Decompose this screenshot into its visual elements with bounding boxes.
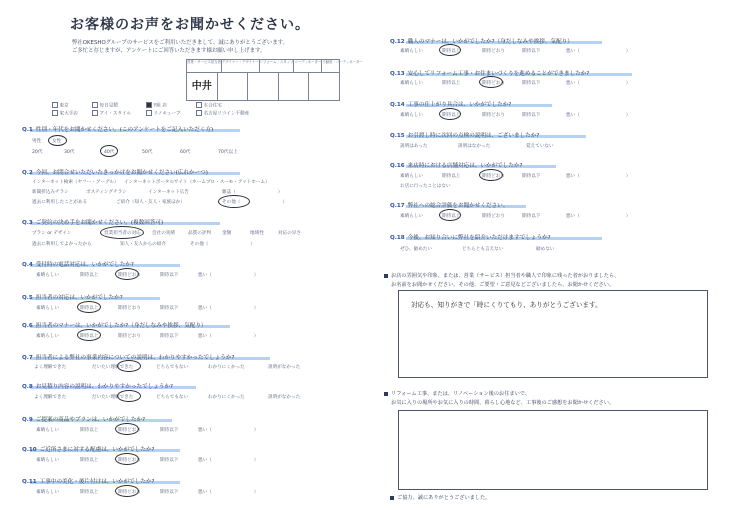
intro-line-2: ご多忙と存じますが、アンケートにご回答いただきます様お願い申し上げます。 — [72, 48, 266, 54]
q10-opt-0[interactable]: 素晴らしい — [36, 458, 59, 463]
q10-opt-1[interactable]: 期待以上 — [80, 458, 99, 463]
brand-checkbox[interactable] — [196, 102, 202, 108]
brand-option-5[interactable]: アイ・スタイル — [92, 110, 131, 116]
q7-circle — [117, 360, 141, 372]
stamp-reform-name[interactable] — [248, 73, 279, 100]
q8-opt-2[interactable]: どちらでもない — [156, 395, 189, 400]
q15-opt-1[interactable]: 説明はなかった — [458, 144, 491, 149]
q9-opt-3[interactable]: 期待以下 — [160, 428, 179, 433]
q1-age-20[interactable]: 20代 — [32, 150, 43, 155]
q1-age-70[interactable]: 70代以上 — [218, 150, 238, 155]
q1-age-40[interactable]: 40代 — [104, 150, 115, 155]
q14-opt-1[interactable]: 期待以上 — [442, 113, 461, 118]
q6-question: Q.6 担当者のマナーは、いかがでしたか?（身だしなみや挨拶、気配り） — [22, 323, 207, 329]
q7-opt-3[interactable]: わかりにくかった — [208, 365, 245, 370]
q7-opt-1[interactable]: だいたい理解できた — [92, 365, 134, 370]
q16-opt-never[interactable]: お店に行ったことはない — [400, 184, 451, 189]
q3-opt-other[interactable]: その他（ ） — [190, 242, 255, 247]
q2-question: Q.2 今回、お問合せいただいたきっかけをお聞かせください(広れかーつ) — [22, 170, 208, 176]
brand-option-7[interactable]: 名古屋リコイン不動産 — [196, 110, 249, 116]
q16-circle — [479, 169, 503, 181]
comment1-handwriting: 対応も、知りがきで「時にくりてもり、ありがとうございます。 — [411, 301, 602, 309]
q16-opt-3[interactable]: 期待以下 — [522, 174, 541, 179]
q1-age-circle — [100, 145, 118, 157]
stamp-realestate-name[interactable] — [309, 73, 339, 100]
q6-opt-4[interactable]: 悪い（ ） — [198, 334, 259, 339]
q12-question: Q.12 職人のマナーは、いかがでしたか?（身だしなみや挨拶、気配り） — [390, 39, 573, 45]
stamp-coordinator-name[interactable] — [279, 73, 310, 100]
brand-checkbox-checked[interactable] — [146, 102, 152, 108]
q9-circle — [115, 423, 139, 435]
q15-opt-2[interactable]: 覚えていない — [526, 144, 554, 149]
brand-option-0[interactable]: 東京 — [52, 102, 69, 108]
q9-question: Q.9 ご提案の商品やプランは、いかがでしたか? — [22, 417, 146, 423]
q3-opt-friend[interactable]: 知人・友人からの紹介 — [120, 242, 166, 247]
q13-opt-2[interactable]: 期待どおり — [482, 81, 505, 86]
q3-opt-past[interactable]: 過去に利用してよかったから — [32, 242, 92, 247]
q4-opt-3[interactable]: 期待以下 — [160, 273, 179, 278]
q9-opt-2[interactable]: 期待どおり — [118, 428, 141, 433]
q13-opt-3[interactable]: 期待以下 — [522, 81, 541, 86]
staff-stamp-table — [186, 59, 363, 101]
q9-opt-4[interactable]: 悪い（ ） — [198, 428, 259, 433]
q1-age-50[interactable]: 50代 — [142, 150, 153, 155]
q14-question: Q.14 工事の仕上がり具合は、いかがでしたか? — [390, 102, 512, 108]
q16-opt-4[interactable]: 悪い（ ） — [566, 174, 631, 179]
comment2-box[interactable] — [398, 410, 708, 490]
q1-male[interactable]: 男性 — [32, 139, 42, 144]
brand-option-3[interactable]: 水合住宅 — [196, 102, 222, 108]
q8-opt-1[interactable]: だいたい理解できた — [92, 395, 134, 400]
q15-question: Q.15 お引渡し時に次回の点検の説明は、ございましたか? — [390, 133, 540, 139]
q18-question: Q.18 今後、お知り合いに弊社を紹介いただけますでしょうか? — [390, 235, 551, 241]
q7-question: Q.7 担当者による弊社の事業内容についての説明は、わかりやすかったでしょうか? — [22, 355, 235, 361]
q17-opt-4[interactable]: 悪い（ ） — [566, 214, 631, 219]
stamp-designer-name[interactable] — [218, 73, 249, 100]
q14-opt-3[interactable]: 期待以下 — [522, 113, 541, 118]
q3-opt-quality[interactable]: 品質の評判 — [188, 231, 211, 236]
q9-opt-0[interactable]: 素晴らしい — [36, 428, 59, 433]
stamp-header-realestate: 不動産・コーディネーター — [322, 60, 363, 64]
q16-opt-0[interactable]: 素晴らしい — [400, 174, 423, 179]
q3-question: Q.3 ご契約の決め手をお聞かせください。(複数回答可) — [22, 220, 164, 226]
q13-circle — [479, 76, 503, 88]
q2-opt-posting[interactable]: ポスティングチラシ — [86, 190, 127, 195]
q17-opt-2[interactable]: 期待どおり — [482, 214, 505, 219]
q4-opt-1[interactable]: 期待以上 — [80, 273, 99, 278]
brand-checkbox[interactable] — [92, 102, 98, 108]
q12-circle — [439, 44, 461, 56]
q17-question: Q.17 弊社への総合評価をお聞かせください。 — [390, 203, 509, 209]
q11-question: Q.11 工事中の美化・後片付けは、いかがでしたか? — [22, 479, 155, 485]
q4-opt-2[interactable]: 期待どおり — [118, 273, 141, 278]
q14-opt-2[interactable]: 期待どおり — [482, 113, 505, 118]
q6-opt-3[interactable]: 期待以下 — [160, 334, 179, 339]
q4-circle — [115, 268, 139, 280]
q7-opt-0[interactable]: よく理解できた — [34, 365, 67, 370]
q14-opt-0[interactable]: 素晴らしい — [400, 113, 423, 118]
brand-option-1[interactable]: 毎日見積 — [92, 102, 118, 108]
q6-opt-0[interactable]: 素晴らしい — [36, 334, 59, 339]
q12-opt-3[interactable]: 期待以下 — [522, 49, 541, 54]
q2-opt-search[interactable]: インターネット検索（ヤフー・グーグル） — [32, 180, 119, 185]
q12-opt-2[interactable]: 期待どおり — [482, 49, 505, 54]
brand-option-4[interactable]: 家大手店 — [52, 110, 78, 116]
q13-opt-1[interactable]: 期待以上 — [442, 81, 461, 86]
q18-opt-2[interactable]: 勧めない — [536, 247, 555, 252]
q5-opt-2[interactable]: 期待どおり — [118, 306, 141, 311]
q10-question: Q.10 ご近所さまに対する配慮は、いかがでしたか? — [22, 447, 155, 453]
q7-opt-4[interactable]: 説明がなかった — [268, 365, 301, 370]
staff-name: 中井 — [191, 81, 212, 92]
comment1-box[interactable] — [398, 290, 708, 378]
q5-opt-1[interactable]: 期待以上 — [80, 306, 99, 311]
stamp-header-designer: デザイナー・デザイナー — [222, 60, 260, 72]
q12-opt-1[interactable]: 期待以上 — [442, 49, 461, 54]
q17-circle — [439, 209, 461, 221]
q16-opt-1[interactable]: 期待以上 — [442, 174, 461, 179]
q2-opt-web-ad[interactable]: インターネット広告 — [148, 190, 189, 195]
q2-opt-newspaper[interactable]: 新聞折込みチラシ — [32, 190, 69, 195]
q13-opt-4[interactable]: 悪い（ ） — [566, 81, 631, 86]
stamp-header-sales: 営業・サービス担当者 — [187, 60, 222, 72]
q4-question: Q.4 受付時の電話対応は、いかがでしたか? — [22, 262, 134, 268]
q9-opt-1[interactable]: 期待以上 — [80, 428, 99, 433]
bullet-icon — [390, 496, 394, 500]
page-title: お客様のお声をお聞かせください。 — [70, 17, 310, 33]
q2-opt-other[interactable]: その他（ ） — [222, 200, 287, 205]
q6-opt-2[interactable]: 期待どおり — [118, 334, 141, 339]
q16-opt-2[interactable]: 期待どおり — [482, 174, 505, 179]
brand-checkbox[interactable] — [92, 110, 98, 116]
brand-checkbox[interactable] — [196, 110, 202, 116]
q15-opt-0[interactable]: 説明はあった — [400, 144, 428, 149]
q5-circle — [77, 301, 101, 313]
q5-opt-0[interactable]: 素晴らしい — [36, 306, 59, 311]
q8-question: Q.8 お見積り内容の説明は、わかりやすかったでしょうか? — [22, 384, 174, 390]
q3-opt-speed[interactable]: 対応の早さ — [278, 231, 301, 236]
q17-opt-3[interactable]: 期待以下 — [522, 214, 541, 219]
q2-other-circle — [218, 195, 250, 208]
q2-opt-past-use[interactable]: 過去に利用したことがある — [32, 200, 88, 205]
comment1-prompt-line-1: お店の雰囲気や印象、または、営業（サービス）担当者や職人で印象に残った者がおりましたら、 — [384, 272, 619, 279]
q18-opt-0[interactable]: ぜひ、勧めたい — [400, 247, 432, 252]
q10-opt-2[interactable]: 期待どおり — [118, 458, 141, 463]
intro-line-1: 弊社OKESHOグループのサービスをご利用いただきまして、誠にありがとうございます。 — [72, 40, 288, 46]
brand-option-2[interactable]: Y組 店 — [146, 102, 167, 108]
q3-opt-price[interactable]: 金額 — [222, 231, 232, 236]
q2-opt-magazine[interactable]: 雑誌（ ） — [222, 190, 283, 195]
q1-question: Q.1 性別・年代をお聞かせください。(このアンケートをご記入いただく方) — [22, 127, 214, 133]
q13-question: Q.13 安心してリフォーム工事・お住まいづくりを進めることができましたか? — [390, 71, 590, 77]
q10-opt-4[interactable]: 悪い（ ） — [198, 458, 259, 463]
q10-opt-3[interactable]: 期待以下 — [160, 458, 179, 463]
q5-question: Q.5 担当者の対応は、いかがでしたか? — [22, 295, 123, 301]
brand-checkbox[interactable] — [146, 110, 152, 116]
q16-question: Q.16 来店時における店舗対応は、いかがでしたか? — [390, 163, 523, 169]
bullet-icon — [384, 274, 388, 278]
q3-opt-results[interactable]: 会社の実績 — [152, 231, 175, 236]
q10-circle — [115, 453, 139, 465]
q1-female-circle — [48, 135, 67, 146]
q11-opt-1[interactable]: 期待以上 — [80, 490, 99, 495]
stamp-header-coordinator: コーディネーター — [294, 60, 322, 72]
q3-opt-sales[interactable]: 営業担当者の対応 — [104, 231, 141, 236]
q1-age-60[interactable]: 60代 — [180, 150, 191, 155]
bullet-icon — [384, 392, 388, 396]
q4-opt-0[interactable]: 素晴らしい — [36, 273, 59, 278]
q8-circle — [117, 390, 141, 402]
q12-opt-4[interactable]: 悪い（ ） — [566, 49, 631, 54]
q6-opt-1[interactable]: 期待以上 — [80, 334, 99, 339]
q1-age-30[interactable]: 30代 — [64, 150, 75, 155]
q14-circle — [439, 108, 461, 120]
q11-opt-4[interactable]: 悪い（ ） — [198, 490, 259, 495]
q12-opt-0[interactable]: 素晴らしい — [400, 49, 423, 54]
stamp-sales-name[interactable] — [187, 73, 218, 100]
q11-circle — [115, 485, 139, 497]
q11-opt-0[interactable]: 素晴らしい — [36, 490, 59, 495]
comment2-prompt-line-1: リフォーム工事、または、リノベーション後のお住まいで、 — [384, 390, 530, 397]
q11-opt-2[interactable]: 期待どおり — [118, 490, 141, 495]
q2-opt-portal[interactable]: インターネットポータルサイト（ホームプロ・スーモ・アットホーム） — [124, 180, 270, 185]
brand-checkbox[interactable] — [52, 110, 58, 116]
q4-opt-4[interactable]: 悪い（ ） — [198, 273, 259, 278]
brand-option-6[interactable]: リノキューブ — [146, 110, 180, 116]
stamp-header-reform: リフォーム・スタッフ — [260, 60, 295, 72]
comment2-prompt-line-2: お気に入りの場所やお気に入りの時間、暮らし心地など、工事後のご感想をお聞かせください。 — [391, 400, 615, 406]
q17-opt-1[interactable]: 期待以上 — [442, 214, 461, 219]
q8-opt-3[interactable]: わかりにくかった — [208, 395, 245, 400]
q8-opt-0[interactable]: よく理解できた — [34, 395, 67, 400]
q7-opt-2[interactable]: どちらでもない — [156, 365, 189, 370]
q5-opt-3[interactable]: 期待以下 — [160, 306, 179, 311]
q3-sales-circle — [100, 226, 144, 239]
q3-opt-region[interactable]: 地域性 — [250, 231, 264, 236]
q2-opt-referral[interactable]: ご紹介（知人・友人・家族ほか） — [116, 200, 185, 205]
q8-opt-4[interactable]: 説明がなかった — [268, 395, 301, 400]
q18-opt-1[interactable]: どちらとも言えない — [462, 247, 504, 252]
footer-thanks: ご協力、誠にありがとうございました。 — [390, 494, 490, 501]
q13-opt-0[interactable]: 素晴らしい — [400, 81, 423, 86]
q5-opt-4[interactable]: 悪い（ ） — [198, 306, 259, 311]
q1-female[interactable]: 女性 — [52, 139, 62, 144]
q14-opt-4[interactable]: 悪い（ ） — [566, 113, 631, 118]
brand-checkbox[interactable] — [52, 102, 58, 108]
q6-circle — [77, 329, 101, 341]
comment1-prompt-line-2: お名前をお聞かせください。その他、ご要望・ご意見などございましたら、お聞かせください。 — [391, 282, 615, 288]
q3-opt-plan[interactable]: プラン or デザイン — [32, 231, 72, 236]
q17-opt-0[interactable]: 素晴らしい — [400, 214, 423, 219]
q11-opt-3[interactable]: 期待以下 — [160, 490, 179, 495]
